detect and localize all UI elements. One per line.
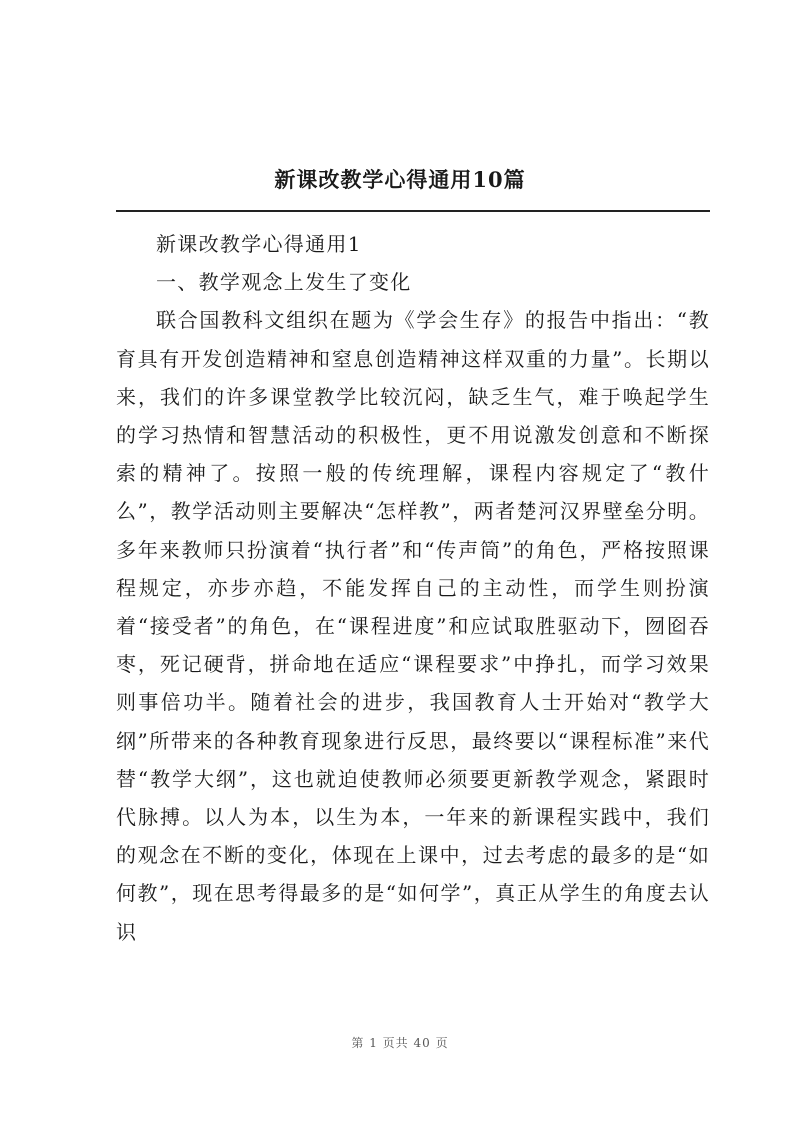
page-title: 新课改教学心得通用10篇 <box>274 167 526 192</box>
page-footer: 第 1 页共 40 页 <box>351 1036 449 1050</box>
title-divider <box>116 210 710 212</box>
section-heading: 新课改教学心得通用1 <box>156 232 362 256</box>
subheading: 一、教学观念上发生了变化 <box>156 270 412 295</box>
body-paragraph: 联合国教科文组织在题为《学会生存》的报告中指出：“教育具有开发创造精神和窒息创造精神这样双重的力量”。长期以来，我们的许多课堂教学比较沉闷，缺乏生气，难于唤起学生的学习热情和智慧活动的积极性，更不用说激发创意和不断探索的精神了。按照一般的传统理解，课程内容规定了“教什么”，教学活动则主要解决“怎样教”，两者楚河汉界壁垒分明。多年来教师只扮演着“执行者”和“传声筒”的角色，严格按照课程规定，亦步亦趋，不能发挥自己的主动性，而学生则扮演着“接受者”的角色，在“课程进度”和应试取胜驱动下，囫囵吞枣，死记硬背，拼命地在适应“课程要求”中挣扎，而学习效果则事倍功半。随着社会的进步，我国教育人士开始对“教学大纲”所带来的各种教育现象进行反思，最终要以“课程标准”来代替“教学大纲”，这也就迫使教师必须要更新教学观念，紧跟时代脉搏。以人为本，以生为本，一年来的新课程实践中，我们的观念在不断的变化，体现在上课中，过去考虑的最多的是“如何教”，现在思考得最多的是“如何学”，真正从学生的角度去认识 <box>116 308 710 944</box>
document-body <box>116 225 710 951</box>
